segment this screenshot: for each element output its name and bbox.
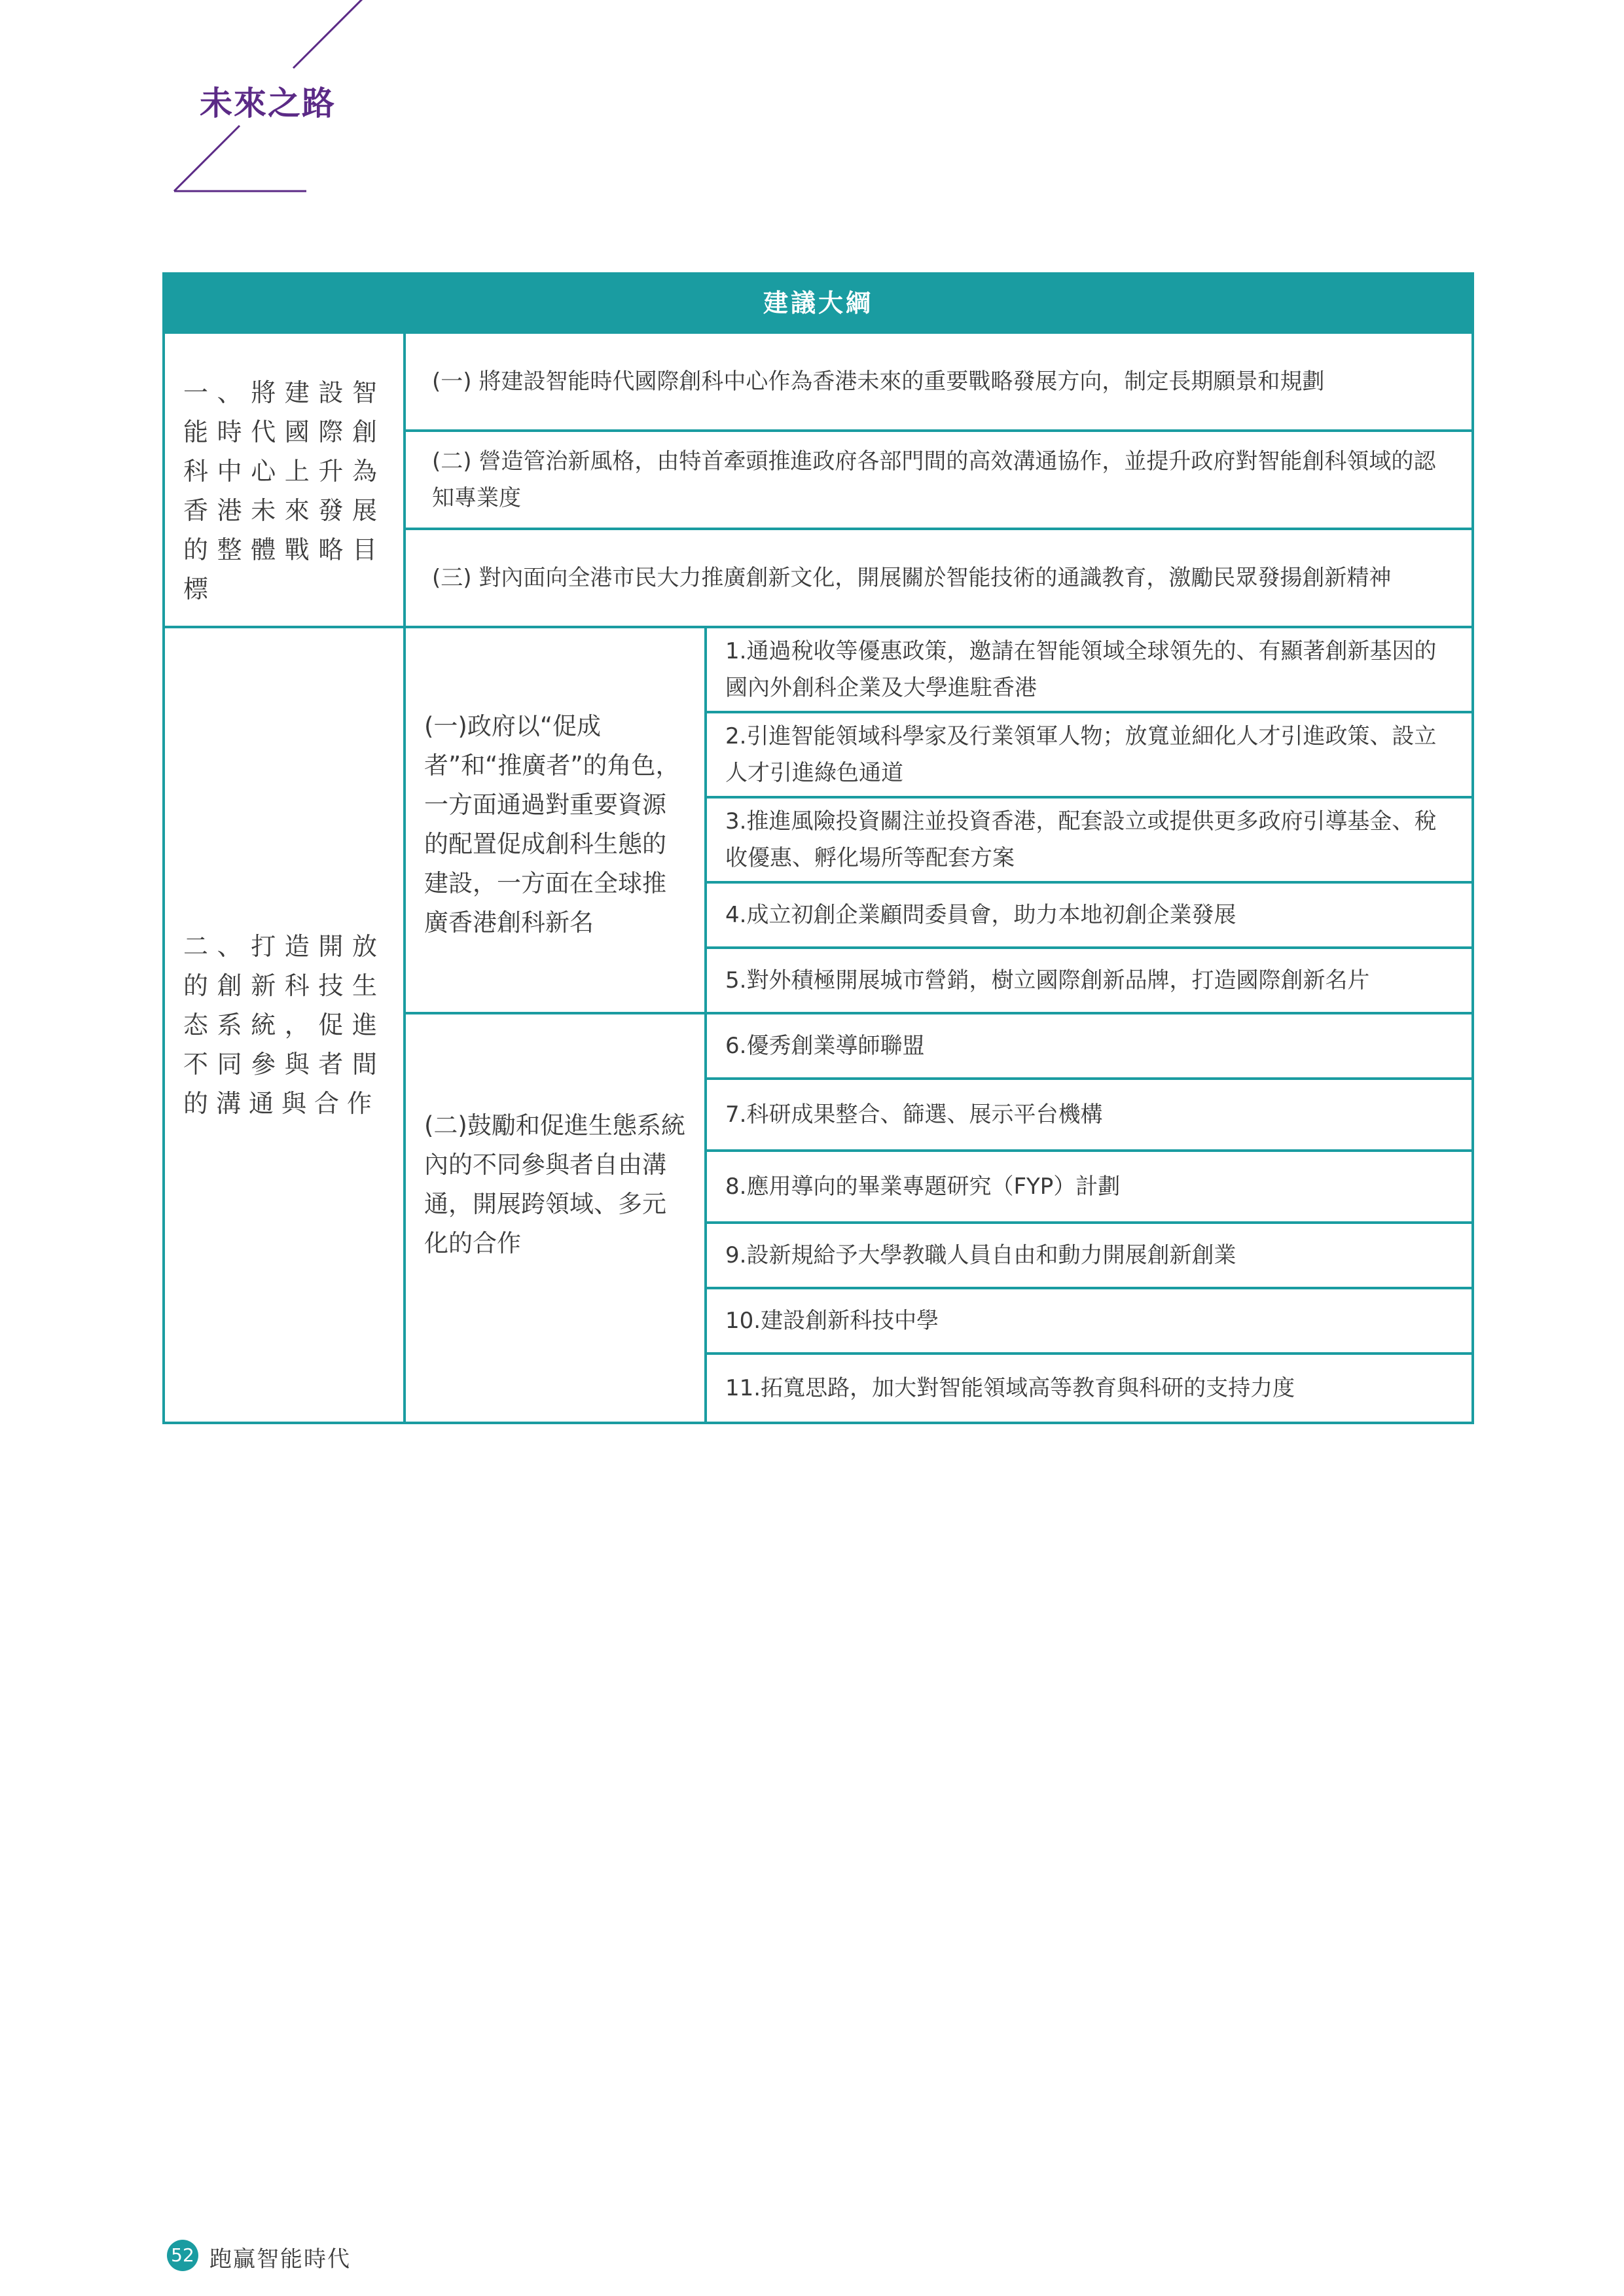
measure-9: 9.設新規給予大學教職人員自由和動力開展創新創業 <box>706 1223 1473 1288</box>
measure-1: 1.通過稅收等優惠政策，邀請在智能領域全球領先的、有顯著創新基因的國內外創科企業及大學進駐香港 <box>706 627 1473 712</box>
strategy-2-title: (二)鼓勵和促進生態系統內的不同參與者自由溝通，開展跨領域、多元化的合作 <box>405 1013 706 1423</box>
table-row <box>164 627 1473 712</box>
goal-1-title: 一、將建設智能時代國際創科中心上升為香港未來發展的整體戰略目標 <box>164 332 405 627</box>
goal-1-item-2: (二) 營造管治新風格，由特首牽頭推進政府各部門間的高效溝通協作，並提升政府對智能創科領域的認知專業度 <box>405 431 1473 529</box>
page-number-badge: 52 <box>167 2240 198 2271</box>
table-header-row <box>164 274 1473 332</box>
measure-10: 10.建設創新科技中學 <box>706 1288 1473 1354</box>
measure-8: 8.應用導向的畢業專題研究（FYP）計劃 <box>706 1151 1473 1223</box>
measure-4: 4.成立初創企業顧問委員會，助力本地初創企業發展 <box>706 882 1473 948</box>
measure-6: 6.優秀創業導師聯盟 <box>706 1013 1473 1079</box>
measure-2: 2.引進智能領域科學家及行業領軍人物；放寬並細化人才引進政策、設立人才引進綠色通道 <box>706 712 1473 797</box>
outline-table <box>162 272 1474 1424</box>
measure-11: 11.拓寬思路，加大對智能領域高等教育與科研的支持力度 <box>706 1354 1473 1423</box>
measure-7: 7.科研成果整合、篩選、展示平台機構 <box>706 1079 1473 1151</box>
measure-3: 3.推進風險投資關注並投資香港，配套設立或提供更多政府引導基金、稅收優惠、孵化場所等配套方案 <box>706 797 1473 882</box>
goal-2-title: 二、打造開放的創新科技生态系統，促進不同參與者間的溝通與合作 <box>164 627 405 1423</box>
book-title: 跑贏智能時代 <box>209 2246 351 2272</box>
table-heading: 建議大綱 <box>164 274 1473 332</box>
measure-5: 5.對外積極開展城市營銷，樹立國際創新品牌，打造國際創新名片 <box>706 948 1473 1013</box>
goal-1-item-1: (一) 將建設智能時代國際創科中心作為香港未來的重要戰略發展方向，制定長期願景和規劃 <box>405 332 1473 431</box>
deco-line-upper <box>293 0 364 68</box>
table-row <box>164 332 1473 431</box>
strategy-1-title: (一)政府以“促成者”和“推廣者”的角色，一方面通過對重要資源的配置促成創科生態的建設，一方面在全球推廣香港創科新名 <box>405 627 706 1013</box>
deco-line-lower <box>174 126 240 191</box>
goal-1-item-3: (三) 對內面向全港市民大力推廣創新文化，開展關於智能技術的通識教育，激勵民眾發揚創新精神 <box>405 529 1473 627</box>
section-title: 未來之路 <box>200 84 336 122</box>
